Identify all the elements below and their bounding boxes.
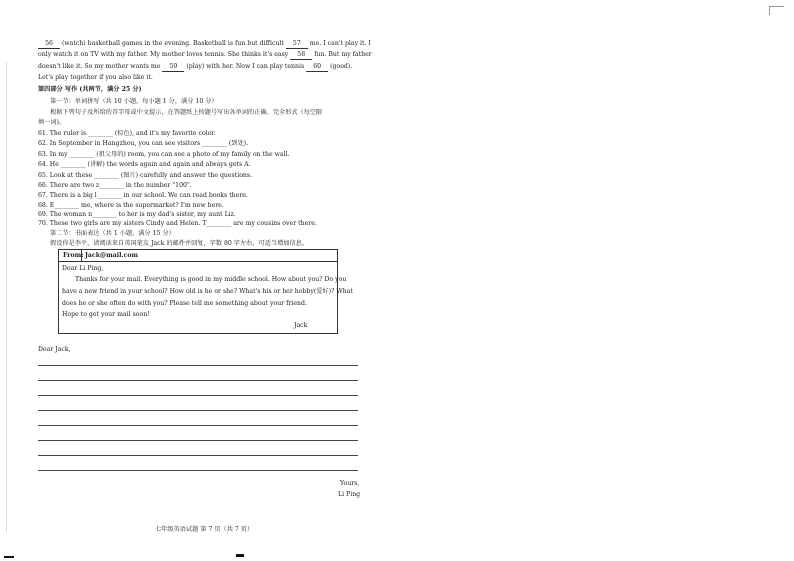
question-67: 67. There is a big l________ in our school. We can read books there. [38, 192, 248, 199]
scan-edge-line [6, 62, 7, 532]
question-63: 63. In my ________ (祖父母的) room, you can see a photo of my family on the wall. [38, 151, 290, 158]
page-footer: 七年级英语试题 第 7 页（共 7 页） [155, 526, 254, 533]
blank-59: 59 [162, 63, 184, 72]
question-69: 69. The woman n________ to her is my dad's sister, my aunt Liz. [38, 211, 236, 218]
question-61: 61. The ruler is ________ (棕色), and it's my favorite color. [38, 130, 216, 137]
passage-line-1 [38, 40, 371, 49]
reply-closing: Yours, [340, 480, 360, 487]
writing-line [38, 470, 358, 471]
question-64: 64. He ________ (讲解) the words again and again and always gets A. [38, 161, 251, 168]
passage-line-3 [38, 63, 352, 72]
email-signature: Jack [294, 322, 308, 329]
crop-mark [769, 6, 784, 15]
email-header-divider [81, 250, 82, 261]
writing-line [38, 440, 358, 441]
blank-56: 56 [38, 40, 60, 49]
writing-line [38, 395, 358, 396]
passage-text: doesn't like it. So my mother wants me [38, 63, 161, 70]
writing-line [38, 410, 358, 411]
question-68: 68. E________ me, where is the supermarket? I'm new here. [38, 202, 224, 209]
passage-text: (play) with her. Now I can play tennis [186, 63, 305, 70]
reply-name: Li Ping [338, 491, 361, 498]
email-body-line-4: Hope to get your mail soon! [62, 311, 150, 318]
writing-line [38, 455, 358, 456]
scan-mark [4, 556, 14, 558]
question-62: 62. In September in Hangzhou, you can see visitors ________ (到处). [38, 140, 249, 147]
section1-instruction-cont: 填一词)。 [38, 119, 66, 126]
question-66: 66. There are two z________ in the number "100". [38, 182, 192, 189]
part4-heading: 第四部分 写作 (共两节，满分 25 分) [38, 86, 142, 93]
email-from-label: From: [63, 252, 84, 259]
email-box [58, 249, 353, 334]
blank-57: 57 [286, 40, 308, 49]
email-body-line-3: does he or she often do with you? Please tell me something about your friend. [62, 300, 307, 307]
email-greeting: Dear Li Ping, [62, 265, 104, 272]
blank-58: 58 [290, 51, 312, 60]
passage-text: me. I can't play it. I [309, 40, 371, 47]
email-body-line-1: Thanks for your mail. Everything is good in my middle school. How about you? Do you [75, 276, 347, 283]
passage-line-4: Let's play together if you also like it. [38, 74, 153, 81]
section1-instruction: 根据下列句子及所给的首字母或中文提示，在答题纸上按题号写出各单词的正确、完全形式（每空限 [50, 109, 323, 116]
passage-text: fun. But my father [314, 51, 372, 58]
scan-mark [236, 554, 244, 557]
section2-title: 第二节：书面表达（共 1 小题，满分 15 分） [50, 230, 175, 237]
passage-text: only watch it on TV with my father. My mother loves tennis. She thinks it's easy [38, 51, 289, 58]
writing-line [38, 380, 358, 381]
section2-instruction: 假设你是李平，请阅读来自英国笔友 Jack 的邮件并回复，字数 80 字左右，可适当增加信息。 [50, 240, 309, 247]
email-header [59, 250, 337, 262]
passage-text: (good). [330, 63, 353, 70]
question-65: 65. Look at these ________ (图片) carefully and answer the questions. [38, 172, 253, 179]
email-from-address: Jack@mail.com [85, 252, 139, 259]
section1-title: 第一节：单词拼写（共 10 小题，每小题 1 分，满分 10 分） [50, 98, 218, 105]
reply-greeting: Dear Jack, [38, 346, 71, 353]
writing-line [38, 365, 358, 366]
passage-line-2 [38, 51, 372, 60]
question-70: 70. These two girls are my sisters Cindy and Helen. T________ are my cousins over there. [38, 220, 317, 227]
writing-line [38, 425, 358, 426]
email-body-line-2: have a new friend in your school? How old is he or she? What's his or her hobby(爱好)? What [62, 288, 353, 295]
blank-60: 60 [306, 63, 328, 72]
passage-text: (watch) basketball games in the evening. Basketball is fun but difficult [61, 40, 284, 47]
